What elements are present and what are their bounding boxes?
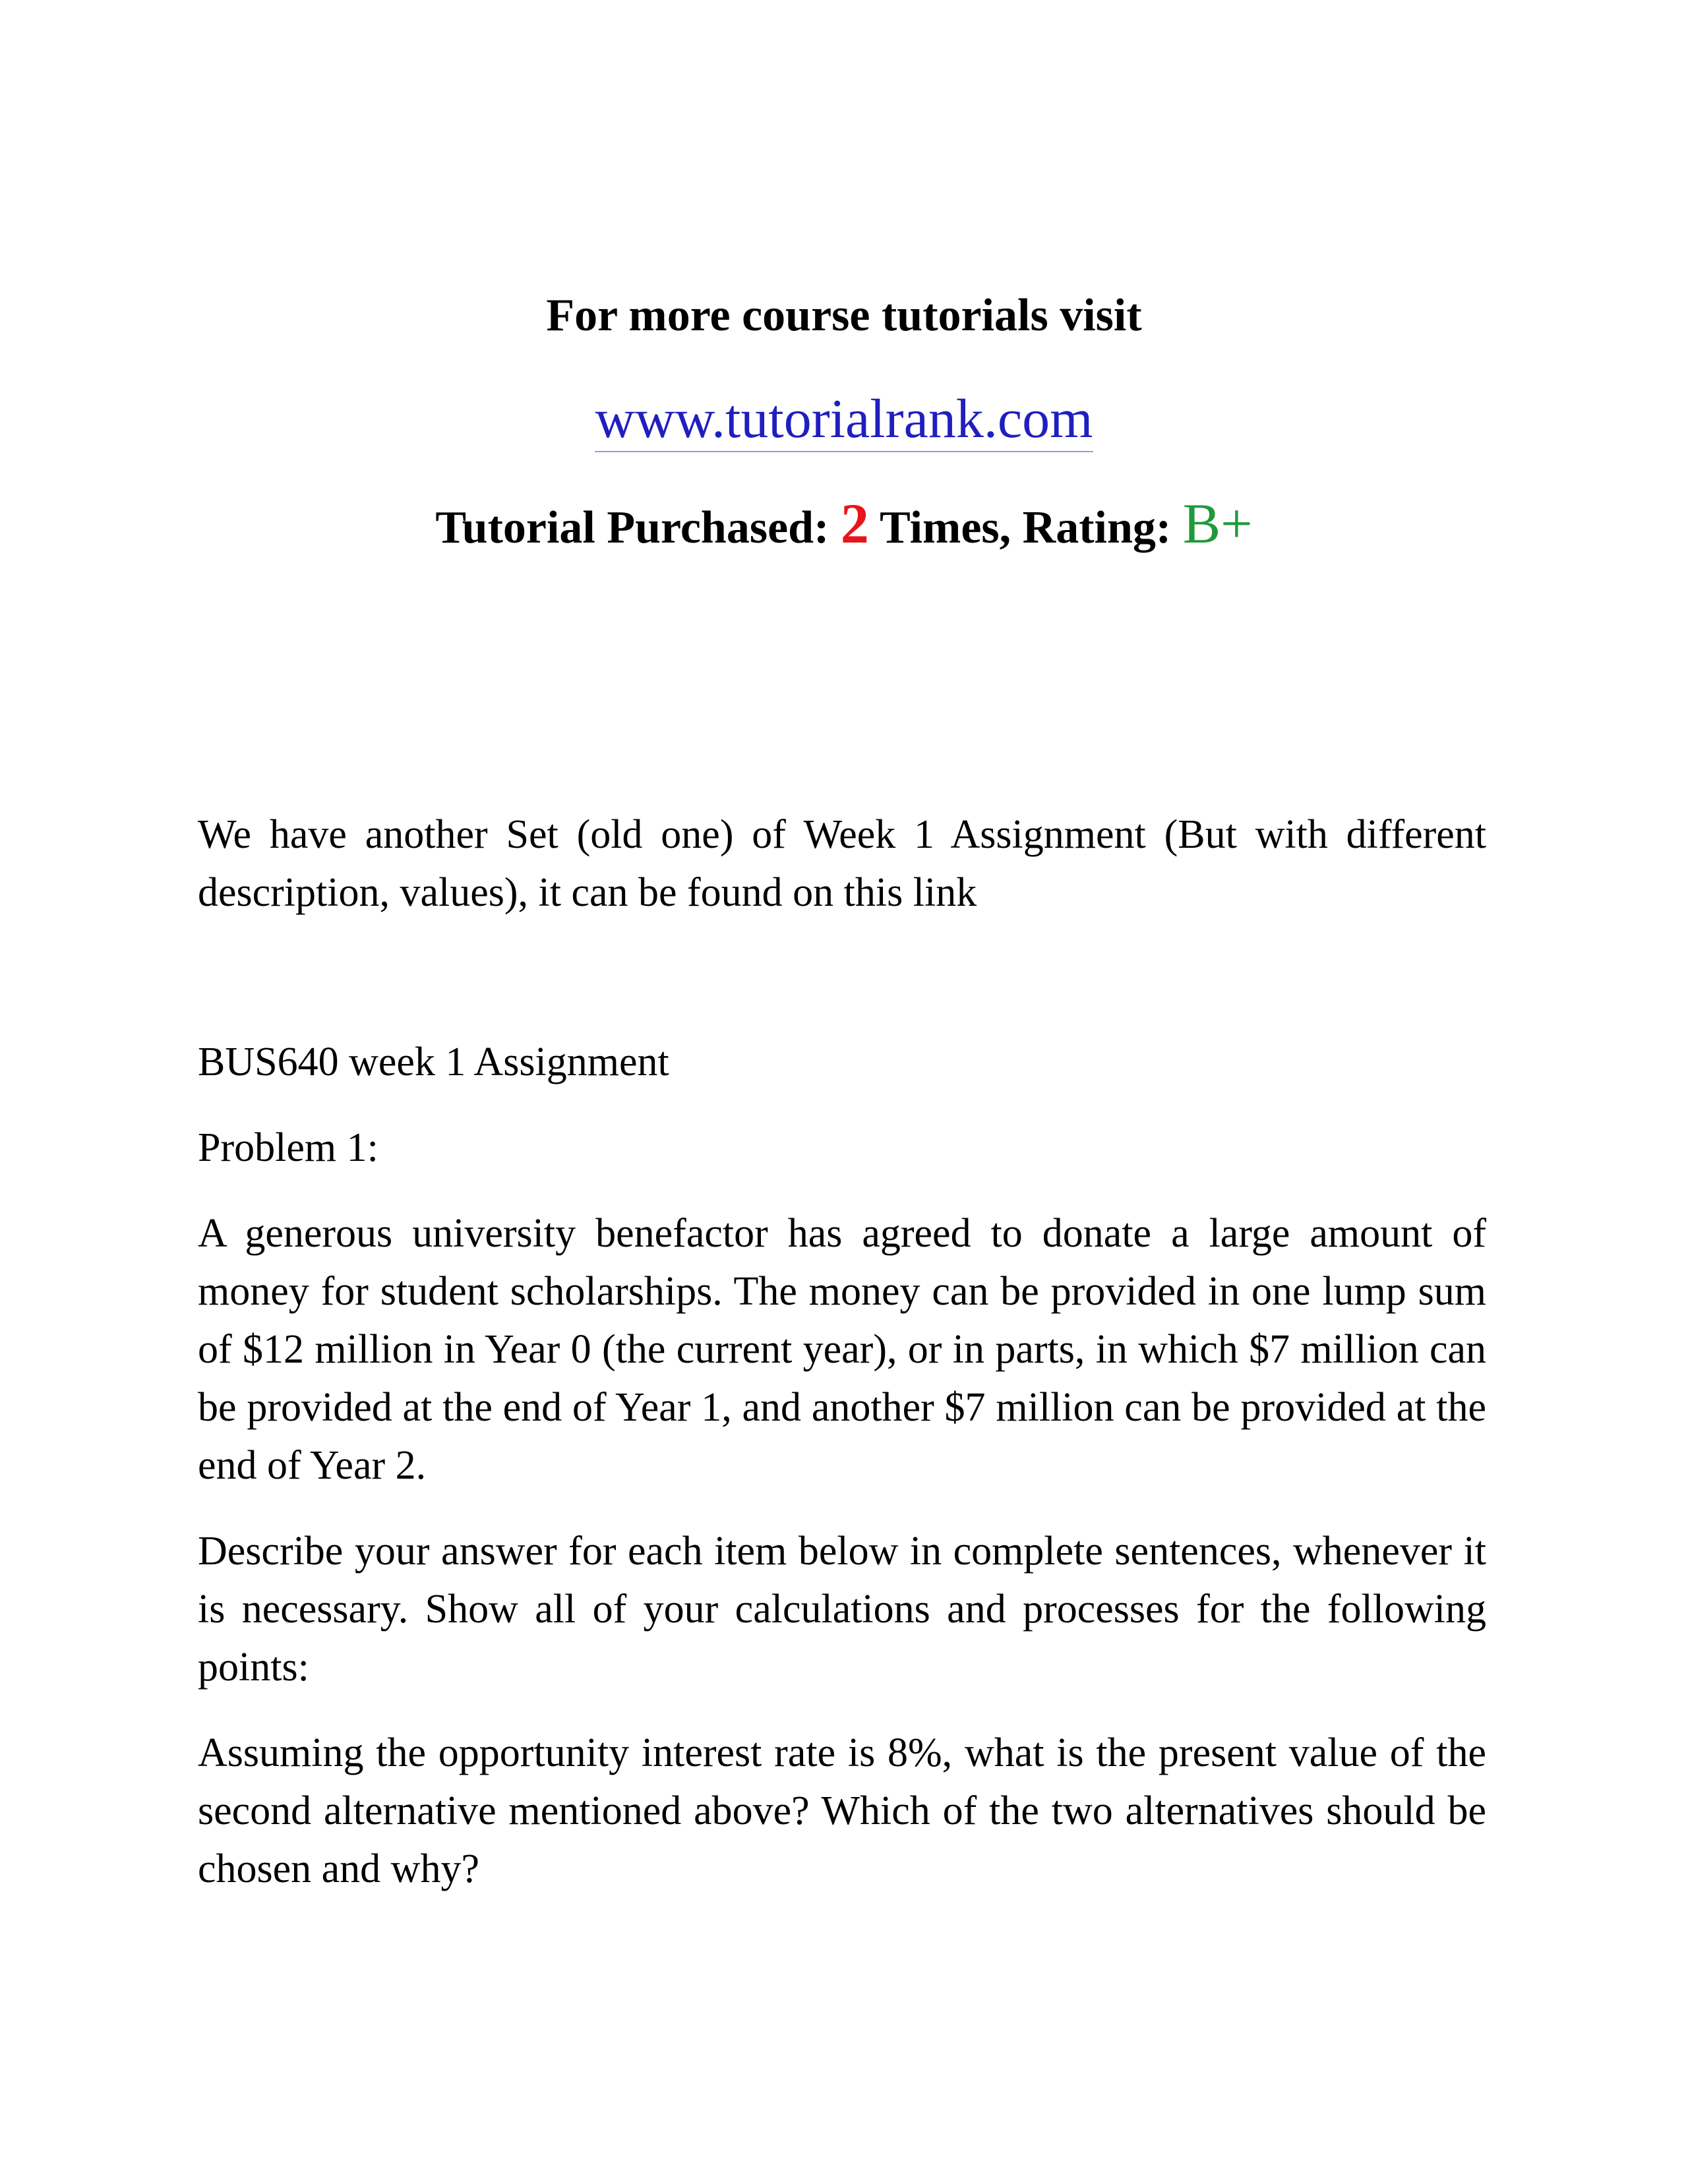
purchase-rating-line	[0, 490, 1688, 561]
times-rating-label: Times, Rating:	[880, 502, 1172, 553]
purchased-label: Tutorial Purchased:	[435, 502, 829, 553]
course-title: BUS640 week 1 Assignment	[198, 1040, 669, 1084]
scenario-paragraph: A generous university benefactor has agreed to donate a large amount of money for student scholarships. The money can be provided in one lump sum of $12 million in Year 0 (the current year), or in parts, in which $7 million can be provided at the end of Year 1, and another $7 million can be provided at the end of Year 2.	[198, 1211, 1486, 1488]
instructions-paragraph: Describe your answer for each item below in complete sentences, whenever it is necessary. Show all of your calculations and processes for the following points:	[198, 1529, 1486, 1690]
visit-heading: For more course tutorials visit	[546, 290, 1142, 341]
question-paragraph: Assuming the opportunity interest rate is 8%, what is the present value of the second alternative mentioned above? Which of the two alternatives should be chosen and why?	[198, 1730, 1486, 1891]
rating-value: B+	[1182, 492, 1253, 555]
purchased-count: 2	[840, 492, 869, 555]
site-link[interactable]: www.tutorialrank.com	[595, 388, 1093, 452]
problem-label: Problem 1:	[198, 1125, 378, 1170]
site-link-line	[0, 386, 1688, 452]
intro-paragraph: We have another Set (old one) of Week 1 Assignment (But with different description, values), it can be found on this link	[198, 812, 1486, 915]
